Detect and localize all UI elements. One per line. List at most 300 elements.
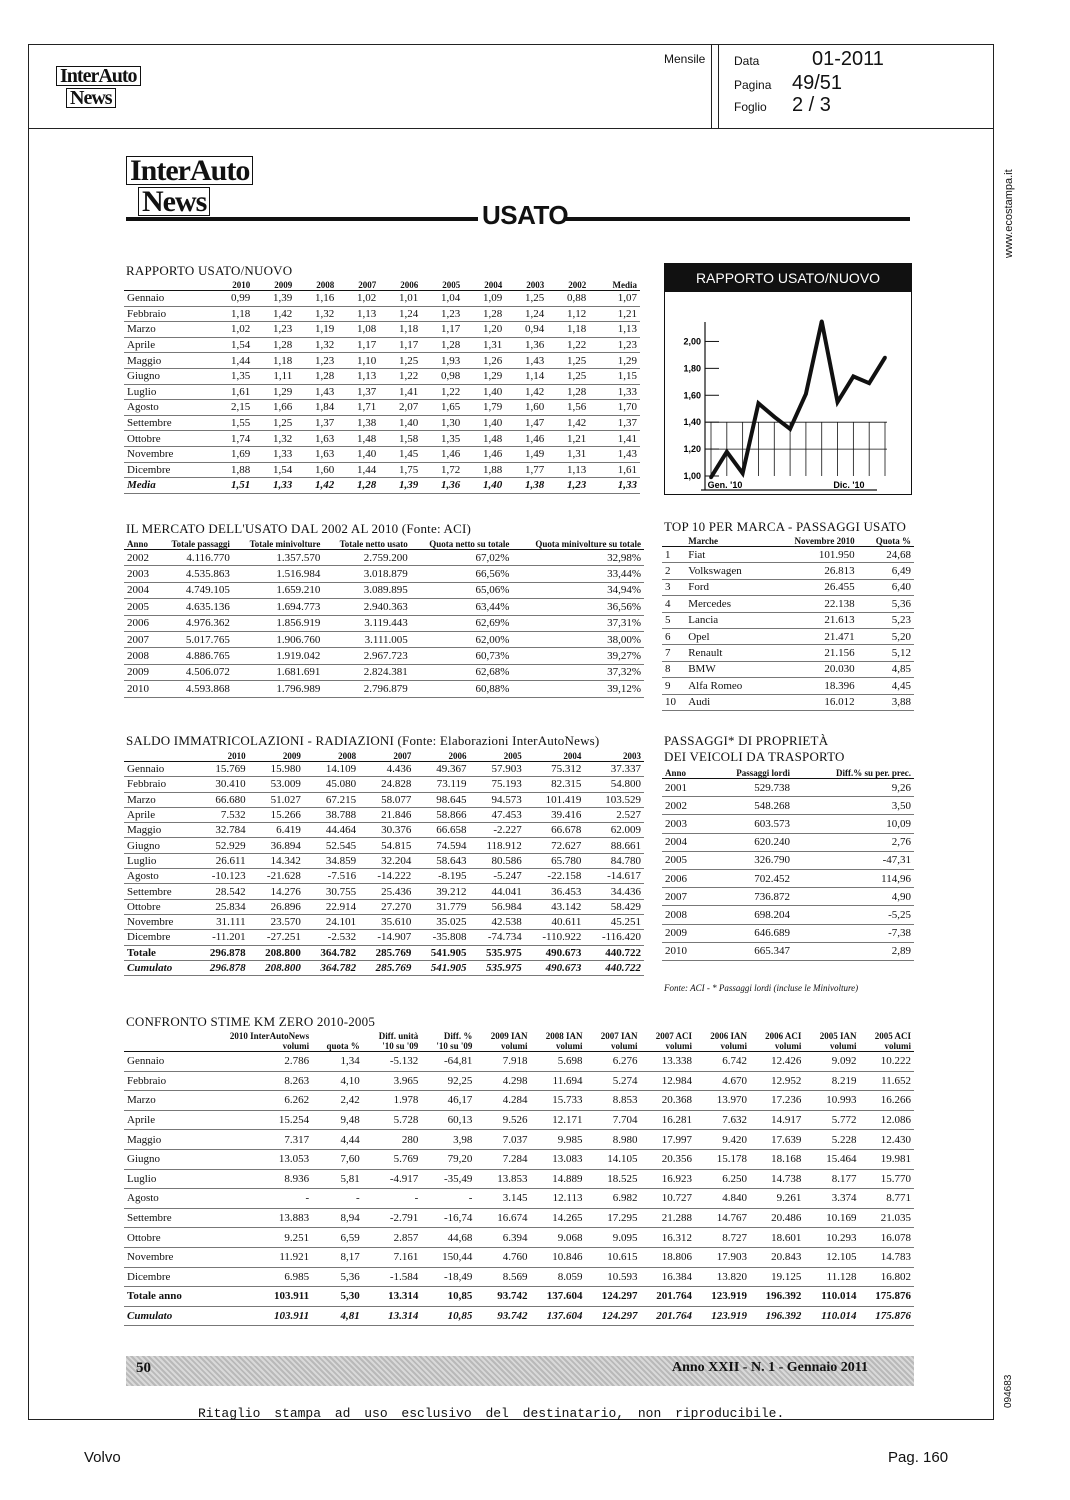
saldo-cell: 296.878 [193, 960, 248, 975]
saldo-cell: 58.643 [414, 853, 469, 868]
confronto-cell: 12.984 [641, 1071, 695, 1091]
rapporto-cell: 1,04 [421, 291, 463, 307]
passaggi-cell: 114,96 [793, 869, 914, 887]
saldo-cell: 440.722 [584, 960, 644, 975]
confronto-row [124, 1247, 914, 1267]
confronto-cell: 92,25 [421, 1071, 475, 1091]
saldo-cell: 40.611 [525, 914, 585, 929]
saldo-cell: 36.453 [525, 884, 585, 899]
top10-cell: 24,68 [858, 547, 914, 563]
saldo-cell: 28.542 [193, 884, 248, 899]
confronto-cell: 14.105 [586, 1149, 641, 1169]
saldo-cell: 57.903 [470, 762, 525, 777]
saldo-cell: 66.678 [525, 823, 585, 838]
rapporto-cell: 1,39 [379, 478, 421, 494]
confronto-cell: 10.593 [586, 1267, 641, 1287]
confronto-cell: 1.978 [363, 1091, 422, 1111]
top10-cell: Opel [685, 628, 767, 644]
confronto-cell: 4.670 [695, 1071, 750, 1091]
confronto-cell: 46,17 [421, 1091, 475, 1111]
confronto-cell: 7.918 [475, 1052, 530, 1072]
rapporto-cell: 1,08 [337, 322, 379, 338]
rapporto-cell: 1,13 [337, 306, 379, 322]
mercato-cell: 2.967.723 [323, 648, 410, 664]
logo-line2: News [66, 88, 116, 108]
saldo-cell: 15.980 [249, 762, 304, 777]
rapporto-cell: 1,18 [547, 322, 589, 338]
saldo-cell: 53.009 [249, 777, 304, 792]
confronto-cell: 8,17 [312, 1247, 363, 1267]
confronto-cell: 280 [363, 1130, 422, 1150]
confronto-cell: 18.525 [586, 1169, 641, 1189]
rapporto-cell: 1,69 [211, 446, 253, 462]
saldo-cell: 45.251 [584, 914, 644, 929]
footer-brand: Volvo [84, 1449, 121, 1466]
passaggi-row [662, 924, 914, 942]
passaggi-cell: 2008 [662, 906, 704, 924]
mercato-cell: 4.976.362 [157, 615, 233, 631]
rapporto-cell: 1,37 [337, 384, 379, 400]
mercato-cell: 67,02% [411, 550, 513, 566]
confronto-cell: 60,13 [421, 1110, 475, 1130]
rapporto-cell: 1,63 [295, 431, 337, 447]
mercato-cell: 60,88% [411, 681, 513, 697]
confronto-cell: Maggio [124, 1130, 202, 1150]
saldo-cell: 44.041 [470, 884, 525, 899]
confronto-cell: Dicembre [124, 1267, 202, 1287]
rapporto-cell: 1,33 [253, 446, 295, 462]
passaggi-row [662, 906, 914, 924]
confronto-cell: 14.917 [750, 1110, 804, 1130]
mercato-row [124, 681, 644, 697]
passaggi-header-row [662, 768, 914, 779]
rapporto-cell: 1,23 [421, 306, 463, 322]
confronto-cell: 9.068 [530, 1228, 585, 1248]
top10-cell: 16.012 [767, 694, 857, 710]
confronto-row [124, 1228, 914, 1248]
confronto-cell: 13.053 [202, 1149, 312, 1169]
confronto-cell: 8.569 [475, 1267, 530, 1287]
saldo-cell: 43.142 [525, 899, 585, 914]
passaggi-cell: 2010 [662, 942, 704, 960]
confronto-cell: 12.426 [750, 1052, 804, 1072]
rapporto-cell: 1,46 [421, 446, 463, 462]
chart-point [836, 400, 840, 404]
chart-point [772, 415, 776, 419]
saldo-row [124, 930, 644, 945]
top10-cell: Fiat [685, 547, 767, 563]
confronto-col-header [124, 1031, 202, 1041]
rapporto-cell: 1,25 [505, 291, 547, 307]
confronto-col-header: 2005 IAN [819, 1031, 857, 1041]
chart-x-label-start: Gen. '10 [707, 480, 743, 490]
rapporto-cell: 1,29 [253, 384, 295, 400]
mercato-cell: 1.796.989 [233, 681, 323, 697]
rapporto-cell: 1,40 [463, 415, 505, 431]
confronto-cell: 19.125 [750, 1267, 804, 1287]
top10-cell: 4,85 [858, 661, 914, 677]
rapporto-cell: 1,07 [589, 291, 640, 307]
side-url: www.ecostampa.it [1003, 169, 1015, 258]
rapporto-cell: 1,37 [589, 415, 640, 431]
passaggi-cell: 10,09 [793, 815, 914, 833]
confronto-cell: 10.615 [586, 1247, 641, 1267]
confronto-cell: 20.356 [641, 1149, 695, 1169]
confronto-cell: 13.970 [695, 1091, 750, 1111]
rapporto-cell: 1,40 [379, 415, 421, 431]
rapporto-cell: 1,40 [463, 384, 505, 400]
chart-point [867, 381, 871, 385]
confronto-cell: 8,94 [312, 1208, 363, 1228]
saldo-cell: 54.815 [359, 838, 414, 853]
mercato-cell: 2008 [124, 648, 157, 664]
chart-y-tick-label: 1,60 [683, 390, 701, 401]
top10-cell: Ford [685, 579, 767, 595]
rapporto-cell: 1,40 [337, 446, 379, 462]
confronto-cell: 15.733 [530, 1091, 585, 1111]
confronto-cell: 16.923 [641, 1169, 695, 1189]
mercato-cell: 1.919.042 [233, 648, 323, 664]
mercato-col-header: Totale passaggi [157, 539, 233, 550]
confronto-cell: 6.742 [695, 1052, 750, 1072]
rapporto-cell: 1,37 [295, 415, 337, 431]
passaggi-cell: 620.240 [704, 833, 793, 851]
chart-y-tick-label: 1,20 [683, 444, 701, 455]
saldo-cell: 440.722 [584, 945, 644, 960]
mercato-cell: 34,94% [512, 582, 644, 598]
rapporto-cell: 1,33 [589, 478, 640, 494]
confronto-cell: 6.982 [586, 1189, 641, 1209]
rapporto-cell: 1,28 [253, 337, 295, 353]
saldo-cell: Aprile [124, 807, 193, 822]
passaggi-cell: 9,26 [793, 779, 914, 797]
confronto-cell: 5,36 [312, 1267, 363, 1287]
saldo-cell: 24.101 [304, 914, 359, 929]
saldo-cell: -7.516 [304, 869, 359, 884]
passaggi-cell: 2,76 [793, 833, 914, 851]
top10-row [662, 547, 914, 563]
confronto-cell: 5,30 [312, 1287, 363, 1307]
passaggi-cell: 2001 [662, 779, 704, 797]
confronto-cell: 14.265 [530, 1208, 585, 1228]
saldo-cell: 98.645 [414, 792, 469, 807]
top10-col-header: Quota % [858, 536, 914, 547]
saldo-cell: 490.673 [525, 945, 585, 960]
rapporto-col-header: 2002 [547, 280, 589, 291]
rapporto-cell: 1,09 [463, 291, 505, 307]
confronto-cell: Agosto [124, 1189, 202, 1209]
rapporto-cell: 1,51 [211, 478, 253, 494]
mercato-cell: 3.119.443 [323, 615, 410, 631]
saldo-cell: -8.195 [414, 869, 469, 884]
confronto-cell: 137.604 [530, 1287, 585, 1307]
confronto-cell: 110.014 [804, 1306, 859, 1326]
top10-cell: 4,45 [858, 678, 914, 694]
footer-page-number: 50 [136, 1360, 151, 1376]
mercato-col-header: Totale minivolture [233, 539, 323, 550]
passaggi-cell: 529.738 [704, 779, 793, 797]
saldo-cell: 26.611 [193, 853, 248, 868]
mercato-cell: 2006 [124, 615, 157, 631]
confronto-col-header: 2010 InterAutoNews [229, 1031, 310, 1041]
mercato-cell: 1.357.570 [233, 550, 323, 566]
mercato-cell: 4.535.863 [157, 566, 233, 582]
mercato-cell: 4.116.770 [157, 550, 233, 566]
confronto-cell: 16.266 [859, 1091, 914, 1111]
rapporto-cell: 1,26 [463, 353, 505, 369]
saldo-row [124, 807, 644, 822]
passaggi-cell: 3,50 [793, 797, 914, 815]
confronto-cell: Giugno [124, 1149, 202, 1169]
footer-issue: Anno XXII - N. 1 - Gennaio 2011 [672, 1360, 869, 1375]
confronto-cell: 14.738 [750, 1169, 804, 1189]
mercato-cell: 2004 [124, 582, 157, 598]
rapporto-cell: 1,45 [379, 446, 421, 462]
rapporto-cell: 1,46 [505, 431, 547, 447]
confronto-cell: 14.783 [859, 1247, 914, 1267]
rapporto-cell: Media [124, 478, 211, 494]
rapporto-cell: 1,32 [295, 337, 337, 353]
top10-cell: 8 [662, 661, 685, 677]
saldo-row [124, 777, 644, 792]
saldo-col-header: 2007 [359, 751, 414, 762]
rapporto-col-header: 2005 [421, 280, 463, 291]
footer-notice: Ritaglio stampa ad uso esclusivo del destinatario, non riproducibile. [198, 1406, 785, 1421]
chart-point [883, 356, 887, 360]
confronto-col-header [312, 1031, 363, 1041]
saldo-cell: 34.859 [304, 853, 359, 868]
confronto-cell: 110.014 [804, 1287, 859, 1307]
passaggi-cell: 2007 [662, 888, 704, 906]
saldo-cell: -14.222 [359, 869, 414, 884]
saldo-cell: Marzo [124, 792, 193, 807]
rapporto-cell: Febbraio [124, 306, 211, 322]
rapporto-row [124, 384, 640, 400]
confronto-cell: 13.314 [363, 1306, 422, 1326]
confronto-cell: 10.293 [804, 1228, 859, 1248]
confronto-cell: - [421, 1189, 475, 1209]
confronto-cell: 6.250 [695, 1169, 750, 1189]
top10-col-header: Marche [685, 536, 767, 547]
mercato-cell: 1.516.984 [233, 566, 323, 582]
confronto-cell: 15.464 [804, 1149, 859, 1169]
rapporto-row [124, 306, 640, 322]
confronto-cell: 7.037 [475, 1130, 530, 1150]
mercato-cell: 2005 [124, 599, 157, 615]
rapporto-header-row [124, 280, 640, 291]
confronto-cell: 15.178 [695, 1149, 750, 1169]
saldo-cell: 74.594 [414, 838, 469, 853]
top10-cell: BMW [685, 661, 767, 677]
rapporto-cell: 1,02 [211, 322, 253, 338]
confronto-cell: -18,49 [421, 1267, 475, 1287]
header-pagina-label: Pagina [734, 78, 772, 92]
header-type: Mensile [664, 52, 706, 66]
confronto-cell: 12.430 [859, 1130, 914, 1150]
rapporto-cell: Settembre [124, 415, 211, 431]
saldo-cell: 35.610 [359, 914, 414, 929]
saldo-cell: -110.922 [525, 930, 585, 945]
rapporto-cell: 1,42 [295, 478, 337, 494]
saldo-cell: -14.617 [584, 869, 644, 884]
saldo-cell: 26.896 [249, 899, 304, 914]
confronto-cell: -5.132 [363, 1052, 422, 1072]
saldo-col-header: 2004 [525, 751, 585, 762]
rapporto-cell: 1,42 [505, 384, 547, 400]
confronto-cell: 8.059 [530, 1267, 585, 1287]
rapporto-cell: Giugno [124, 368, 211, 384]
rapporto-cell: 1,35 [211, 368, 253, 384]
rapporto-cell: 1,25 [253, 415, 295, 431]
saldo-cell: 541.905 [414, 945, 469, 960]
saldo-cell: 30.755 [304, 884, 359, 899]
confronto-row [124, 1208, 914, 1228]
confronto-cell: Cumulato [124, 1306, 202, 1326]
saldo-cell: 35.025 [414, 914, 469, 929]
confronto-cell: 7.317 [202, 1130, 312, 1150]
confronto-cell: 3,98 [421, 1130, 475, 1150]
rapporto-cell: 1,39 [253, 291, 295, 307]
rapporto-cell: 1,28 [547, 384, 589, 400]
saldo-cell: 364.782 [304, 945, 359, 960]
confronto-cell: 13.083 [530, 1149, 585, 1169]
saldo-cell: 31.779 [414, 899, 469, 914]
mercato-cell: 4.635.136 [157, 599, 233, 615]
confronto-cell: -16,74 [421, 1208, 475, 1228]
confronto-cell: -1.584 [363, 1267, 422, 1287]
mercato-cell: 3.018.879 [323, 566, 410, 582]
confronto-header-row [124, 1041, 914, 1052]
mercato-row [124, 599, 644, 615]
saldo-cell: 490.673 [525, 960, 585, 975]
mercato-cell: 62,69% [411, 615, 513, 631]
top10-cell: Mercedes [685, 596, 767, 612]
rapporto-cell: 1,13 [337, 368, 379, 384]
top10-row [662, 645, 914, 661]
saldo-cell: 15.266 [249, 807, 304, 822]
top10-cell: 7 [662, 645, 685, 661]
saldo-cell: -116.420 [584, 930, 644, 945]
top10-header-row [662, 536, 914, 547]
confronto-cell: 11.128 [804, 1267, 859, 1287]
passaggi-cell: 698.204 [704, 906, 793, 924]
rapporto-cell: Aprile [124, 337, 211, 353]
rapporto-cell: 1,32 [295, 306, 337, 322]
rapporto-cell: 1,30 [421, 415, 463, 431]
saldo-cell: Cumulato [124, 960, 193, 975]
rapporto-cell: 0,88 [547, 291, 589, 307]
page-logo [126, 156, 253, 218]
mercato-cell: 2010 [124, 681, 157, 697]
saldo-cell: 535.975 [470, 945, 525, 960]
confronto-col-header: 2006 IAN [710, 1031, 747, 1041]
confronto-cell: 20.368 [641, 1091, 695, 1111]
confronto-cell: 5.274 [586, 1071, 641, 1091]
chart-point [757, 402, 761, 406]
rapporto-cell: 1,22 [379, 368, 421, 384]
saldo-col-header [124, 751, 193, 762]
confronto-cell: 9.526 [475, 1110, 530, 1130]
saldo-cell: Luglio [124, 853, 193, 868]
rapporto-cell: 0,94 [505, 322, 547, 338]
passaggi-cell: 2004 [662, 833, 704, 851]
confronto-cell: Totale anno [124, 1287, 202, 1307]
confronto-cell: Febbraio [124, 1071, 202, 1091]
rapporto-cell: 0,98 [421, 368, 463, 384]
rapporto-cell: 1,18 [211, 306, 253, 322]
rapporto-cell: 1,72 [421, 462, 463, 478]
confronto-cell: 13.314 [363, 1287, 422, 1307]
top10-cell: 5,12 [858, 645, 914, 661]
mercato-row [124, 631, 644, 647]
confronto-cell: 13.853 [475, 1169, 530, 1189]
saldo-cell: 67.215 [304, 792, 359, 807]
mercato-cell: 1.681.691 [233, 664, 323, 680]
rapporto-cell: 1,88 [211, 462, 253, 478]
rapporto-col-header: 2006 [379, 280, 421, 291]
top10-cell: 6,49 [858, 563, 914, 579]
rapporto-cell: 1,65 [421, 400, 463, 416]
saldo-cell: 31.111 [193, 914, 248, 929]
confronto-cell: Gennaio [124, 1052, 202, 1072]
chart-y-tick-label: 2,00 [683, 336, 701, 347]
mercato-cell: 38,00% [512, 631, 644, 647]
rapporto-cell: 1,14 [505, 368, 547, 384]
rapporto-cell: 1,77 [505, 462, 547, 478]
saldo-col-header: 2009 [249, 751, 304, 762]
confronto-cell: Aprile [124, 1110, 202, 1130]
rapporto-cell: 1,25 [379, 353, 421, 369]
mercato-cell: 3.111.005 [323, 631, 410, 647]
saldo-cell: 30.410 [193, 777, 248, 792]
top10-cell: 20.030 [767, 661, 857, 677]
top10-row [662, 579, 914, 595]
saldo-cell: 75.312 [525, 762, 585, 777]
rapporto-cell: 1,24 [505, 306, 547, 322]
top10-row [662, 563, 914, 579]
mercato-header-row [124, 539, 644, 550]
confronto-cell: 8.727 [695, 1228, 750, 1248]
confronto-cell: -2.791 [363, 1208, 422, 1228]
rapporto-cell: 1,13 [547, 462, 589, 478]
chart-y-tick-label: 1,00 [683, 471, 701, 481]
confronto-col-header: 2009 IAN [490, 1031, 528, 1041]
confronto-cell: 10.222 [859, 1052, 914, 1072]
mercato-title: IL MERCATO DELL'USATO DAL 2002 AL 2010 (Fonte: ACI) [126, 521, 472, 536]
saldo-cell: 52.929 [193, 838, 248, 853]
confronto-cell: 14.889 [530, 1169, 585, 1189]
mercato-row [124, 615, 644, 631]
rapporto-cell: 1,49 [505, 446, 547, 462]
saldo-cell: 535.975 [470, 960, 525, 975]
saldo-row [124, 762, 644, 777]
confronto-row [124, 1110, 914, 1130]
chart-point [788, 427, 792, 431]
rapporto-cell: 1,01 [379, 291, 421, 307]
confronto-cell: 10.727 [641, 1189, 695, 1209]
header-logo [56, 66, 141, 110]
saldo-row [124, 853, 644, 868]
mercato-cell: 4.749.105 [157, 582, 233, 598]
rapporto-cell: 1,33 [253, 478, 295, 494]
confronto-cell: 16.674 [475, 1208, 530, 1228]
rapporto-cell: 1,48 [463, 431, 505, 447]
saldo-cell: -27.251 [249, 930, 304, 945]
confronto-cell: 7,60 [312, 1149, 363, 1169]
saldo-col-header: 2005 [470, 751, 525, 762]
rapporto-cell: 1,19 [295, 322, 337, 338]
mercato-cell: 4.593.868 [157, 681, 233, 697]
